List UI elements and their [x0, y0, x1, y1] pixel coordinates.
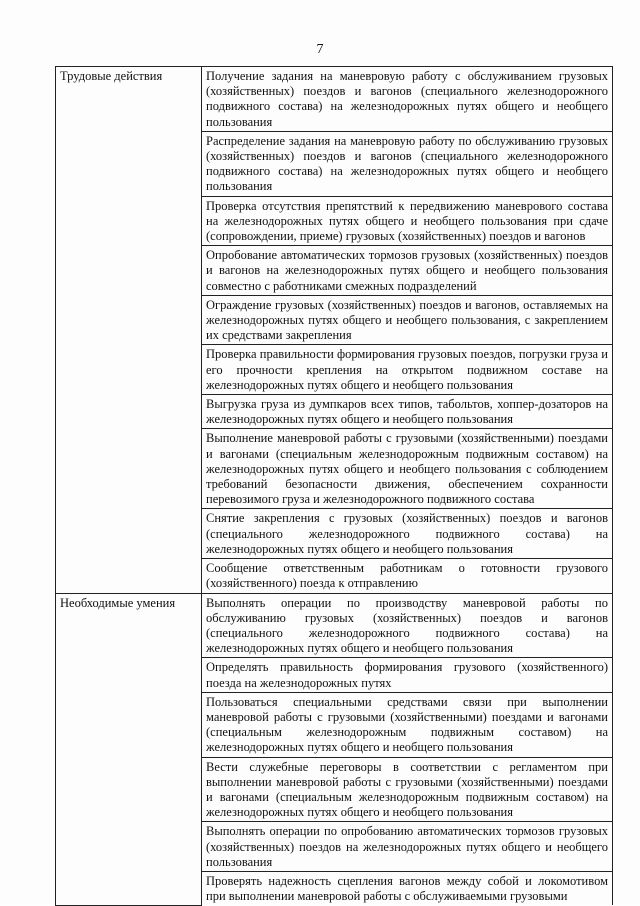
- competency-table: [55, 66, 613, 906]
- table-cell: Сообщение ответственным работникам о готовности грузового (хозяйственного) поезда к отправлению: [202, 559, 613, 593]
- section-label-required-skills: Необходимые умения: [56, 593, 202, 905]
- table-cell: Опробование автоматических тормозов грузовых (хозяйственных) поездов и вагонов на железнодорожных путях общего и необщего пользования совместно с работниками смежных подразделений: [202, 246, 613, 296]
- table-cell: Выполнение маневровой работы с грузовыми (хозяйственными) поездами и вагонами (специальным железнодорожным подвижным составом) на железнодорожных путях общего и необщего пользования с соблюдением требований безопасности движения, обеспечением сохранности перевозимого груза и железнодорожного подвижного состава: [202, 429, 613, 509]
- table-row: [56, 67, 613, 132]
- page-number: 7: [316, 42, 324, 57]
- table-cell: Пользоваться специальными средствами связи при выполнении маневровой работы с грузовыми (хозяйственными) поездами и вагонами (специальным железнодорожным подвижным составом) на железнодорожных путях общего и необщего пользования: [202, 692, 613, 757]
- table-cell: Распределение задания на маневровую работу по обслуживанию грузовых (хозяйственных) поездов и вагонов (специального железнодорожного подвижного состава) на железнодорожных путях общего и необщего пользования: [202, 131, 613, 196]
- table-cell: Снятие закрепления с грузовых (хозяйственных) поездов и вагонов (специального железнодорожного подвижного состава) на железнодорожных путях общего и необщего пользования: [202, 509, 613, 559]
- table-cell: Выполнять операции по опробованию автоматических тормозов грузовых (хозяйственных) поездов на железнодорожных путях общего и необщего пользования: [202, 822, 613, 872]
- table-cell: Получение задания на маневровую работу с обслуживанием грузовых (хозяйственных) поездов и вагонов (специального железнодорожного подвижного состава) на железнодорожных путях общего и необщего пользования: [202, 67, 613, 132]
- table-cell: Вести служебные переговоры в соответствии с регламентом при выполнении маневровой работы с грузовыми (хозяйственными) поездами и вагонами (специальным железнодорожным подвижным составом) на железнодорожных путях общего и необщего пользования: [202, 757, 613, 822]
- table-cell: Выгрузка груза из думпкаров всех типов, табольтов, хоппер-дозаторов на железнодорожных путях общего и необщего пользования: [202, 395, 613, 429]
- table-cell: Выполнять операции по производству маневровой работы по обслуживанию грузовых (хозяйственных) поездов и вагонов (специального железнодорожного подвижного состава) на железнодорожных путях общего и необщего пользования: [202, 593, 613, 658]
- table-cell: Проверка правильности формирования грузовых поездов, погрузки груза и его прочности крепления на открытом подвижном составе на железнодорожных путях общего и необщего пользования: [202, 345, 613, 395]
- table-cell: Проверять надежность сцепления вагонов между собой и локомотивом при выполнении маневровой работы с обслуживаемыми грузовыми: [202, 871, 613, 905]
- table-cell: Проверка отсутствия препятствий к передвижению маневрового состава на железнодорожных путях общего и необщего пользования при сдаче (сопровождении, приеме) грузовых (хозяйственных) поездов и вагонов: [202, 196, 613, 246]
- table-cell: Определять правильность формирования грузового (хозяйственного) поезда на железнодорожных путях: [202, 658, 613, 692]
- table-cell: Ограждение грузовых (хозяйственных) поездов и вагонов, оставляемых на железнодорожных путях общего и необщего пользования, с закреплением их средствами закрепления: [202, 295, 613, 345]
- section-label-labor-actions: Трудовые действия: [56, 67, 202, 594]
- table-row: [56, 593, 613, 658]
